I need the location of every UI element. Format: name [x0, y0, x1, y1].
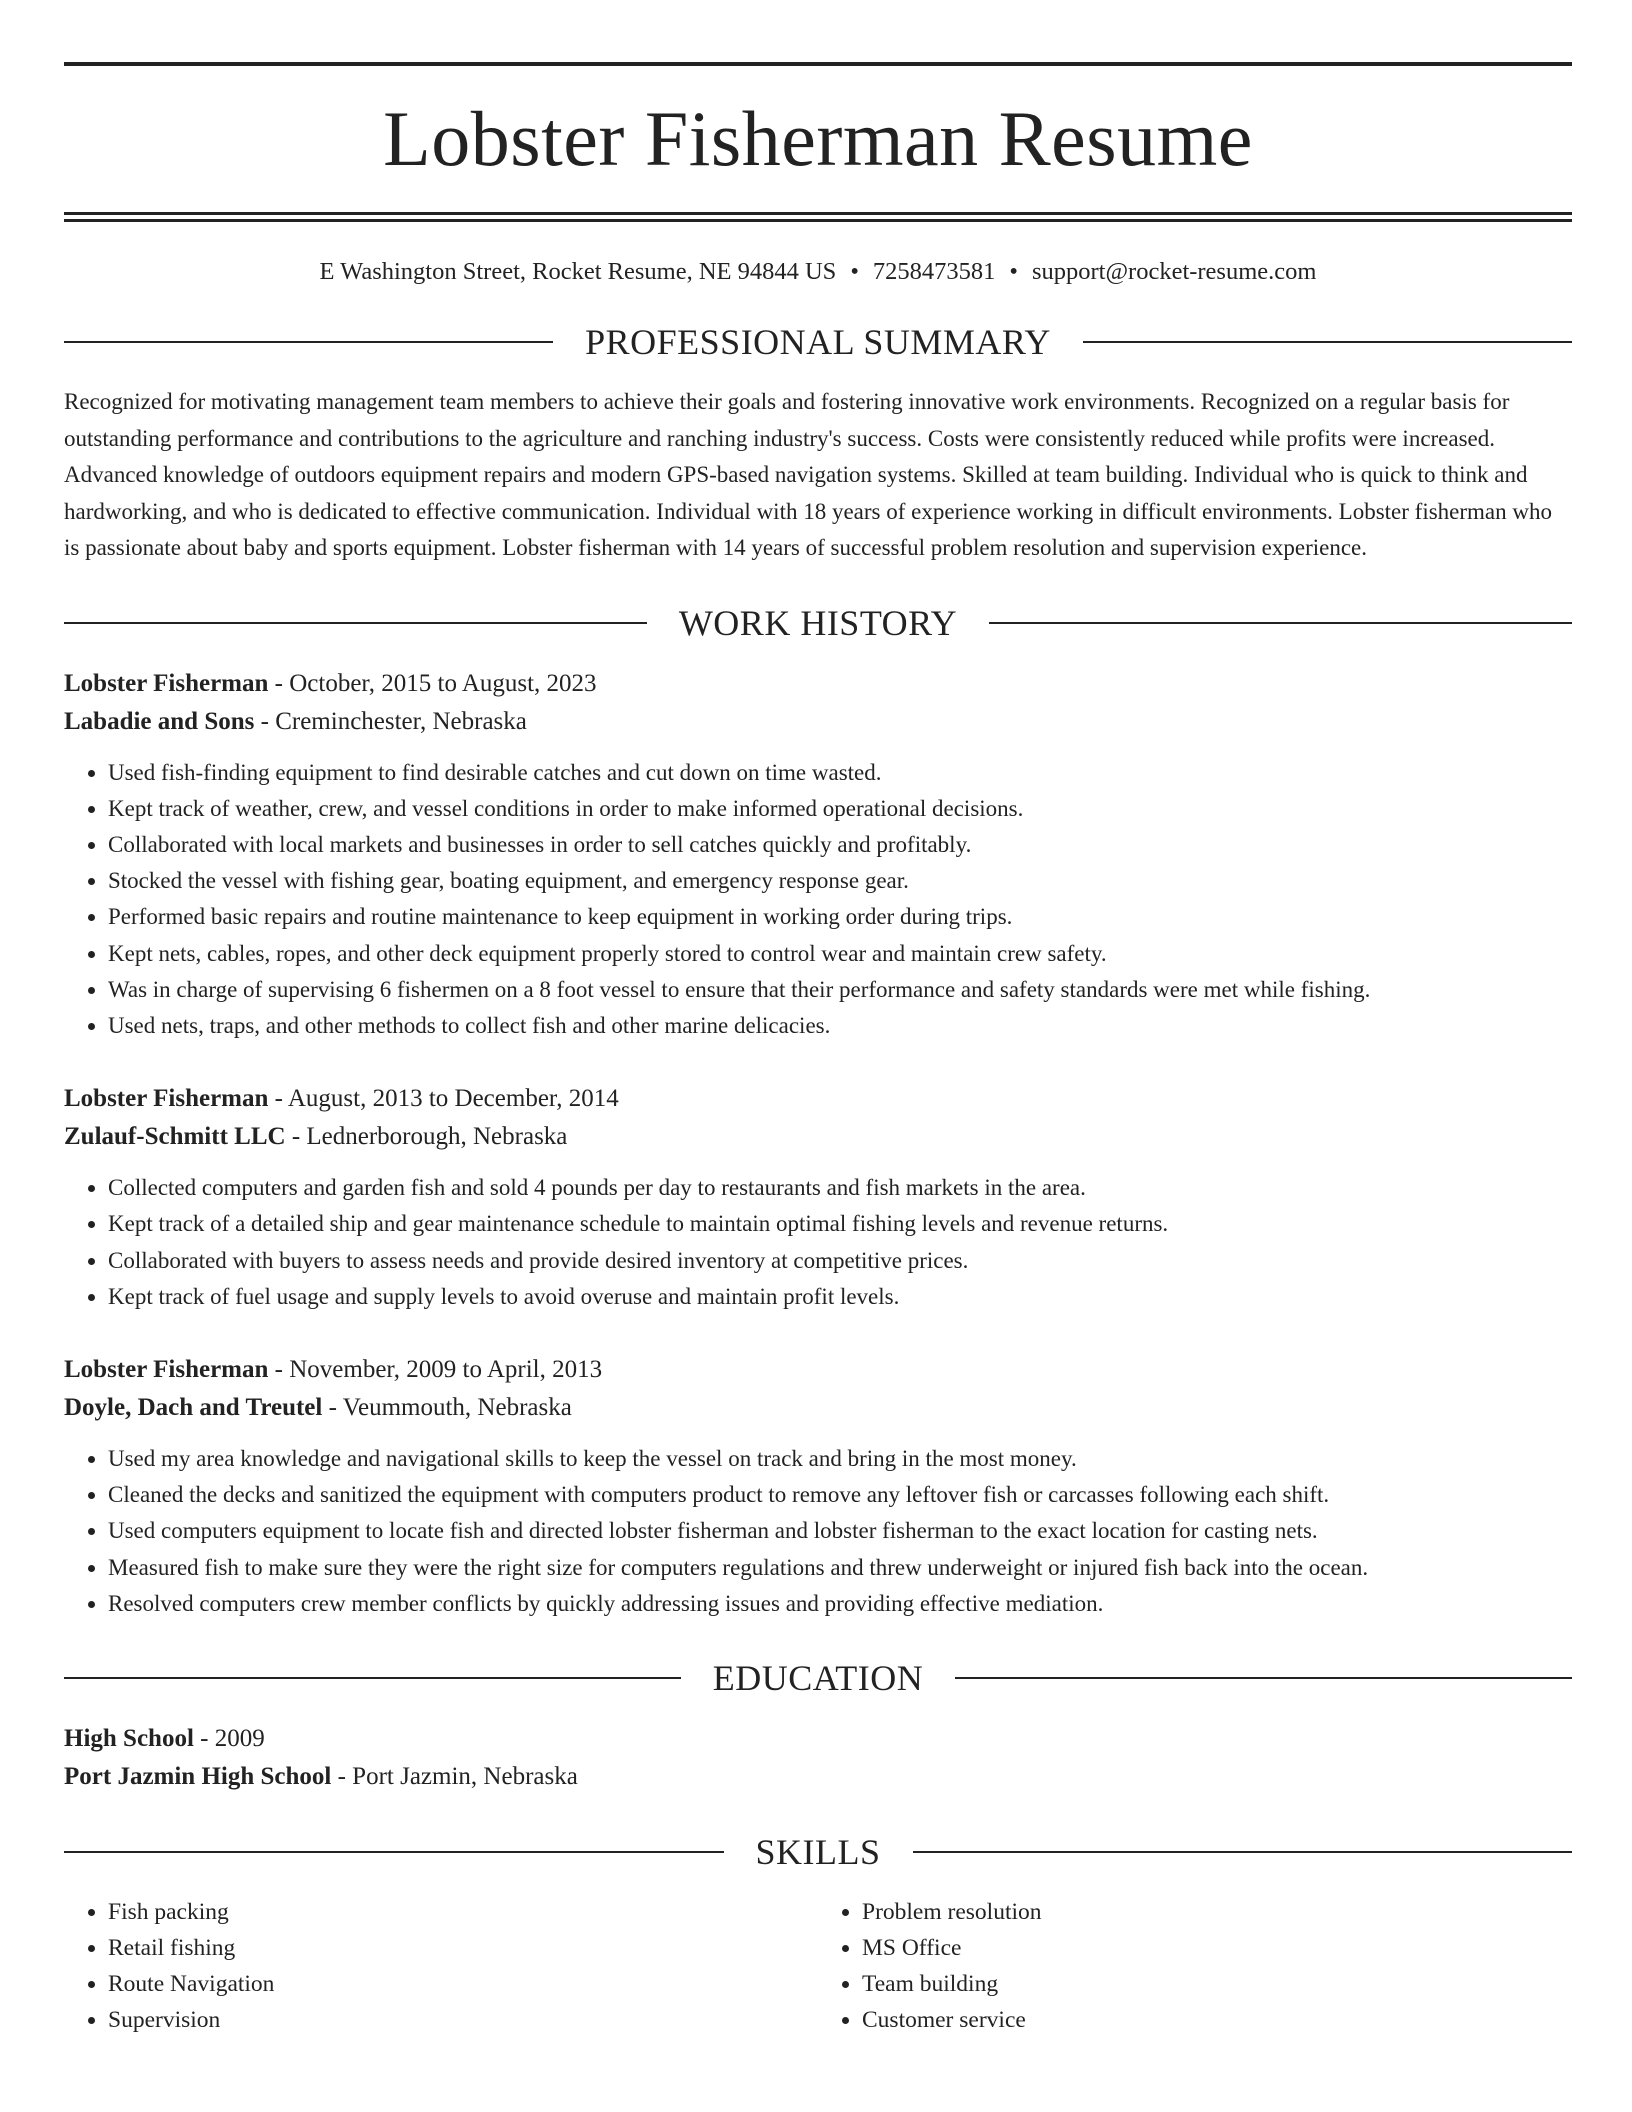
job-location: - Lednerborough, Nebraska — [285, 1123, 568, 1151]
contact-email: support@rocket-resume.com — [1031, 258, 1317, 285]
heading-rule-right — [913, 1851, 1573, 1853]
list-item: • Kept nets, cables, ropes, and other deck equipment properly stored to control wear and maintain crew safety. — [108, 936, 1572, 972]
job-company: Labadie and Sons — [64, 707, 255, 735]
job-company: Zulauf-Schmitt LLC — [64, 1123, 286, 1151]
job-dates: - November, 2009 to April, 2013 — [268, 1355, 603, 1383]
education-entry — [64, 1720, 1572, 1796]
job-company: Doyle, Dach and Treutel — [64, 1393, 323, 1421]
list-item: • Kept track of weather, crew, and vessel conditions in order to make informed operational decisions. — [108, 791, 1572, 827]
job-company-line — [64, 703, 1572, 741]
job-title: Lobster Fisherman — [64, 1355, 269, 1383]
education-degree: High School — [64, 1724, 194, 1752]
resume-page — [64, 62, 1572, 2038]
skills-section-heading — [64, 1831, 1572, 1872]
skill-item: • Route Navigation — [108, 1966, 818, 2002]
top-rule — [64, 62, 1572, 66]
summary-text: Recognized for motivating management team members to achieve their goals and fostering innovative work environments. Recognized on a regular basis for outstanding performance and contributions to the agriculture and ranching industry's success. Costs were consistently reduced while profits were increased. Advanced knowledge of outdoors equipment repairs and modern GPS-based navigation systems. Skilled at team building. Individual who is quick to think and hardworking, and who is dedicated to effective communication. Individual with 18 years of experience working in difficult environments. Lobster fisherman who is passionate about baby and sports equipment. Lobster fisherman with 14 years of successful problem resolution and supervision experience. — [64, 389, 1552, 560]
job-title: Lobster Fisherman — [64, 1085, 269, 1113]
skill-item: • Supervision — [108, 2002, 818, 2038]
skill-item: • Team building — [862, 1966, 1572, 2002]
skill-item: • Retail fishing — [108, 1930, 818, 1966]
resume-title: Lobster Fisherman Resume — [383, 95, 1253, 182]
education-location: - Port Jazmin, Nebraska — [331, 1762, 578, 1790]
contact-separator: • — [1009, 258, 1018, 285]
job-bullets — [64, 1441, 1572, 1622]
work-section-heading — [64, 602, 1572, 643]
heading-rule-left — [64, 1851, 724, 1853]
list-item: • Collected computers and garden fish and sold 4 pounds per day to restaurants and fish markets in the area. — [108, 1170, 1572, 1206]
heading-rule-right — [989, 622, 1572, 624]
contact-address: E Washington Street, Rocket Resume, NE 94844 US — [319, 258, 837, 285]
job-location: - Veummouth, Nebraska — [322, 1393, 572, 1421]
education-section-heading — [64, 1657, 1572, 1698]
job-dates: - August, 2013 to December, 2014 — [268, 1085, 619, 1113]
contact-line — [64, 258, 1572, 286]
job-title-line — [64, 1080, 1572, 1118]
list-item: • Kept track of fuel usage and supply levels to avoid overuse and maintain profit levels. — [108, 1279, 1572, 1315]
job-entry-3 — [64, 1351, 1572, 1622]
skill-item: • Fish packing — [108, 1894, 818, 1930]
job-title-line — [64, 1351, 1572, 1389]
list-item: • Resolved computers crew member conflicts by quickly addressing issues and providing effective mediation. — [108, 1586, 1572, 1622]
list-item: • Cleaned the decks and sanitized the equipment with computers product to remove any leftover fish or carcasses following each shift. — [108, 1477, 1572, 1513]
skills-heading: SKILLS — [755, 1831, 881, 1872]
skill-item: • MS Office — [862, 1930, 1572, 1966]
job-company-line — [64, 1389, 1572, 1427]
list-item: • Kept track of a detailed ship and gear maintenance schedule to maintain optimal fishing levels and revenue returns. — [108, 1206, 1572, 1242]
education-school: Port Jazmin High School — [64, 1762, 332, 1790]
heading-rule-left — [64, 622, 647, 624]
list-item: • Performed basic repairs and routine maintenance to keep equipment in working order during trips. — [108, 899, 1572, 935]
list-item: • Measured fish to make sure they were the right size for computers regulations and threw underweight or injured fish back into the ocean. — [108, 1550, 1572, 1586]
list-item: • Collaborated with local markets and businesses in order to sell catches quickly and profitably. — [108, 827, 1572, 863]
job-entry-1 — [64, 665, 1572, 1045]
list-item: • Used computers equipment to locate fish and directed lobster fisherman and lobster fisherman to the exact location for casting nets. — [108, 1513, 1572, 1549]
heading-rule-right — [1083, 341, 1572, 343]
work-heading: WORK HISTORY — [678, 602, 958, 643]
title-double-rule — [64, 212, 1572, 222]
list-item: • Stocked the vessel with fishing gear, boating equipment, and emergency response gear. — [108, 863, 1572, 899]
job-location: - Creminchester, Nebraska — [254, 707, 527, 735]
job-title: Lobster Fisherman — [64, 669, 269, 697]
skills-column-left — [64, 1894, 818, 2038]
contact-separator: • — [850, 258, 859, 285]
heading-rule-left — [64, 341, 553, 343]
summary-heading: PROFESSIONAL SUMMARY — [585, 322, 1051, 362]
education-degree-line — [64, 1720, 1572, 1758]
heading-rule-left — [64, 1677, 681, 1679]
list-item: • Was in charge of supervising 6 fishermen on a 8 foot vessel to ensure that their performance and safety standards were met while fishing. — [108, 972, 1572, 1008]
list-item: • Used fish-finding equipment to find desirable catches and cut down on time wasted. — [108, 755, 1572, 791]
job-bullets — [64, 755, 1572, 1045]
list-item: • Used my area knowledge and navigational skills to keep the vessel on track and bring in the most money. — [108, 1441, 1572, 1477]
education-school-line — [64, 1758, 1572, 1796]
list-item: • Collaborated with buyers to assess needs and provide desired inventory at competitive prices. — [108, 1243, 1572, 1279]
list-item: • Used nets, traps, and other methods to collect fish and other marine delicacies. — [108, 1008, 1572, 1044]
job-bullets — [64, 1170, 1572, 1315]
education-heading: EDUCATION — [712, 1657, 924, 1698]
skill-item: • Customer service — [862, 2002, 1572, 2038]
job-entry-2 — [64, 1080, 1572, 1315]
summary-section-heading — [64, 324, 1572, 360]
contact-phone: 7258473581 — [872, 258, 996, 285]
job-dates: - October, 2015 to August, 2023 — [268, 669, 597, 697]
skills-list — [64, 1894, 1572, 2038]
heading-rule-right — [955, 1677, 1572, 1679]
job-title-line — [64, 665, 1572, 703]
skills-column-right — [818, 1894, 1572, 2038]
education-year: - 2009 — [193, 1724, 265, 1752]
skill-item: • Problem resolution — [862, 1894, 1572, 1930]
job-company-line — [64, 1118, 1572, 1156]
